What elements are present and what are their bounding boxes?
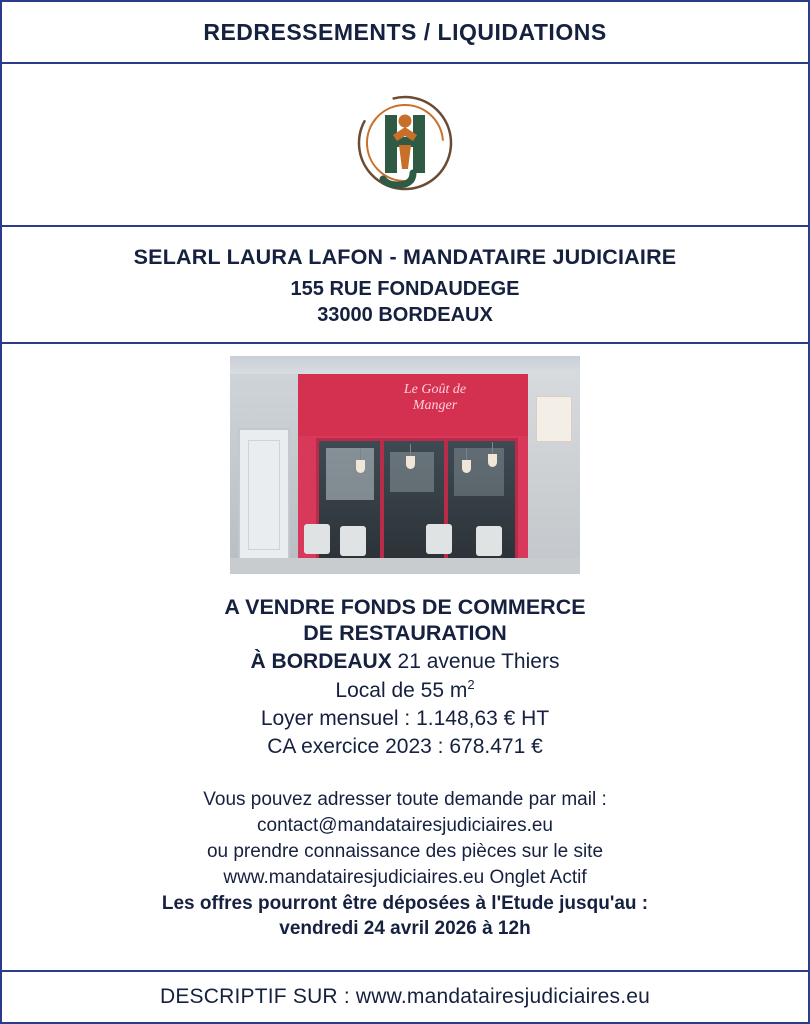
offer-block	[224, 594, 585, 761]
contact-site-url[interactable]: www.mandatairesjudiciaires.eu Onglet Actif	[223, 866, 587, 888]
offer-deadline-date: vendredi 24 avril 2026 à 12h	[279, 918, 531, 940]
offer-deadline-label: Les offres pourront être déposées à l'Etude jusqu'au :	[161, 892, 649, 914]
firm-address-line-1: 155 RUE FONDAUDEGE	[290, 278, 520, 300]
photo-door	[238, 428, 290, 562]
photo-menu-board	[536, 396, 572, 442]
footer-band	[2, 970, 808, 1022]
offer-revenue: CA exercice 2023 : 678.471 €	[267, 735, 543, 759]
property-photo	[230, 356, 580, 574]
page-title: REDRESSEMENTS / LIQUIDATIONS	[203, 18, 607, 45]
contact-intro: Vous pouvez adresser toute demande par mail :	[203, 789, 607, 811]
offer-street: 21 avenue Thiers	[391, 649, 560, 673]
offer-rent: Loyer mensuel : 1.148,63 € HT	[260, 707, 550, 731]
offer-surface	[224, 676, 585, 705]
contact-block	[162, 787, 648, 942]
offer-line-2: DE RESTAURATION	[303, 621, 507, 646]
contact-site-intro: ou prendre connaissance des pièces sur le site	[206, 840, 604, 862]
offer-location-line	[224, 648, 585, 675]
header-band	[2, 2, 808, 64]
main-content	[2, 344, 808, 970]
mandataires-judiciaires-logo-icon	[341, 85, 469, 205]
contact-email[interactable]: contact@mandatairesjudiciaires.eu	[257, 815, 553, 837]
firm-address-line-2: 33000 BORDEAUX	[317, 303, 493, 326]
offer-city: À BORDEAUX	[250, 649, 392, 673]
offer-surface-text: Local de 55 m	[335, 678, 468, 702]
logo-band	[2, 64, 808, 227]
photo-shop-sign: Le Goût de Manger	[403, 382, 467, 413]
offer-line-1: A VENDRE FONDS DE COMMERCE	[224, 595, 586, 620]
firm-identity-band	[2, 227, 808, 344]
footer-link[interactable]: DESCRIPTIF SUR : www.mandatairesjudiciaires.eu	[159, 985, 651, 1008]
offer-surface-exponent: 2	[467, 676, 475, 692]
firm-name: SELARL LAURA LAFON - MANDATAIRE JUDICIAIRE	[133, 245, 677, 269]
